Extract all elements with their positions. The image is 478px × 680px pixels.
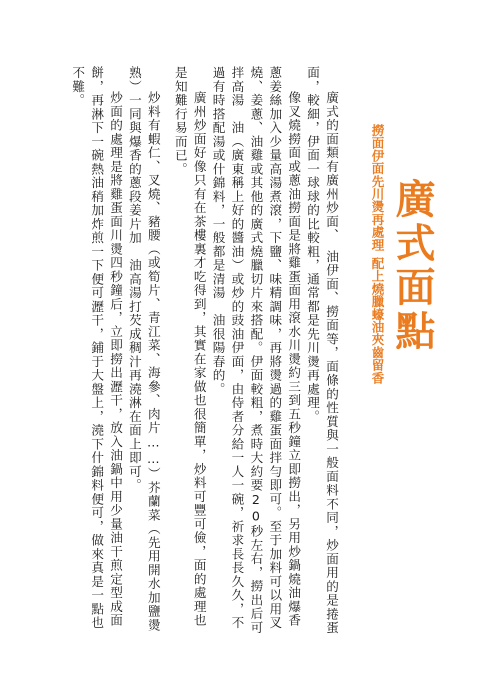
paragraph-guangzhou-chaomian: 廣州炒面好像只有在茶樓裏才吃得到，其實在家做也很簡單，炒料可豐可儉，面的處理也是知難行易而已。 [172, 66, 207, 628]
page-title: 廣式面點 [389, 178, 436, 354]
subtitle-line-1: 撈面伊面先川燙再處理 [370, 124, 385, 251]
subtitle-line-2: 配上燒臘蠔油夾齒留香 [370, 257, 385, 384]
paragraph-laomian: 像叉燒撈面或蔥油撈面是將雞蛋面用滾水川燙約三到五秒鐘立即撈出，另用炒鍋燒油爆香蔥姜絲加入少量高湯煮滾，下鹽、味精調味，再將燙過的雞蛋面拌勻即可。至于加料可以用叉燒、姜蔥、油雞或其他的廣式燒臘切片來搭配。伊面較粗，煮時大約要20秒左右，撈出后可拌高湯 油（廣東稱上好的醬油）或炒的豉油伊面，由侍者分給一人一碗，祈求長長久久，不過有時搭配湯或什錦料，一般都是清湯 油很陽春的。 [210, 66, 302, 635]
paragraph-toppings: 炒料有蝦仁、叉燒、豬腰（或筍片、青江菜、海參、肉片……）芥蘭菜（先用開水加鹽燙熟）一同與爆香的蔥段姜片加 油高湯打芡成稠汁再澆淋在面上即可。 [126, 66, 161, 633]
paragraph-noodle-prep: 炒面的處理是將雞蛋面川燙四秒鐘后，立即撈出瀝干，放入油鍋中用少量油干煎定型成面餅，再淋下一碗熱油稍加炸煎一下便可瀝干，鋪于大盤上，澆下什錦料便可，做來真是一點也不難。 [70, 66, 124, 630]
paragraph-intro: 廣式的面類有廣州炒面、 油伊面、撈面等，面條的性質與一般面料不同，炒面用的是捲蛋面，較細，伊面一球球的比較粗，通常都是先川燙再處理。 [305, 66, 339, 635]
subtitle [368, 124, 386, 384]
article-body [67, 66, 340, 636]
